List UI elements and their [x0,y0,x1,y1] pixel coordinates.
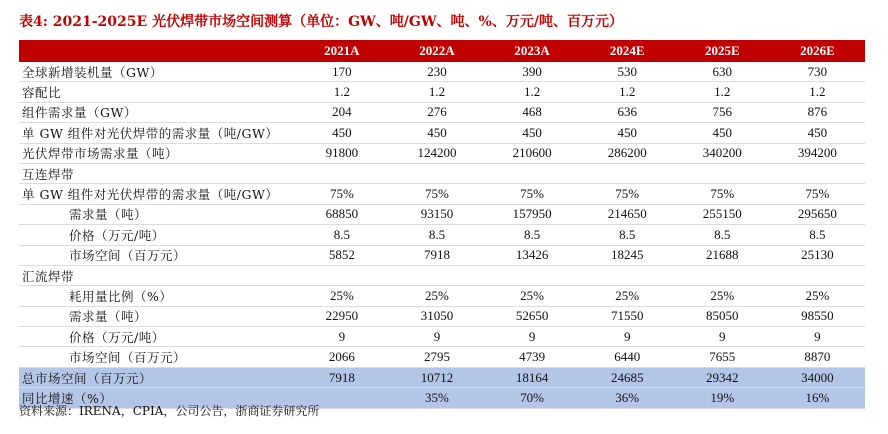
table-cell: 286200 [580,143,675,163]
table-cell: 8.5 [580,225,675,245]
header-cell: 2023A [485,40,580,62]
table-row [19,327,865,347]
table-cell: 7655 [675,347,770,367]
table-cell: 93150 [389,204,484,224]
row-label: 单 GW 组件对光伏焊带的需求量（吨/GW） [19,184,294,204]
table-cell: 75% [389,184,484,204]
table-cell: 4739 [485,347,580,367]
table-row [19,347,865,367]
row-label: 光伏焊带市场需求量（吨） [19,143,294,163]
table-cell [389,163,484,183]
table-row [19,123,865,143]
table-cell [485,265,580,285]
table-cell: 10712 [389,367,484,387]
row-label: 价格（万元/吨） [19,225,294,245]
header-cell: 2022A [389,40,484,62]
table-cell: 255150 [675,204,770,224]
row-label: 全球新增装机量（GW） [19,62,294,82]
table-row [19,82,865,102]
table-cell: 468 [485,102,580,122]
row-label: 同比增速（%） [19,388,294,408]
table-cell [770,163,865,183]
table-cell: 1.2 [580,82,675,102]
table-cell: 21688 [675,245,770,265]
table-cell: 9 [675,327,770,347]
table-cell: 2066 [294,347,389,367]
table-cell: 9 [770,327,865,347]
table-cell: 25130 [770,245,865,265]
table-cell: 34000 [770,367,865,387]
table-cell: 18164 [485,367,580,387]
table-cell: 8.5 [485,225,580,245]
row-label: 汇流焊带 [19,265,294,285]
table-cell: 8.5 [675,225,770,245]
table-cell: 75% [580,184,675,204]
table-cell: 8.5 [294,225,389,245]
table-cell: 29342 [675,367,770,387]
table-cell: 75% [294,184,389,204]
table-cell: 450 [770,123,865,143]
row-label: 耗用量比例（%） [19,286,294,306]
header-cell: 2025E [675,40,770,62]
table-cell: 91800 [294,143,389,163]
table-cell: 210600 [485,143,580,163]
table-cell: 390 [485,62,580,82]
table-cell [675,163,770,183]
source-note: 资料来源：IRENA，CPIA，公司公告，浙商证券研究所 [19,404,320,418]
header-cell: 2026E [770,40,865,62]
table-row [19,204,865,224]
row-label: 市场空间（百万元） [19,245,294,265]
table-cell: 340200 [675,143,770,163]
table-cell [294,163,389,183]
table-row [19,62,865,82]
table-cell: 9 [389,327,484,347]
market-size-table [19,40,865,409]
table-cell: 22950 [294,306,389,326]
table-cell: 450 [675,123,770,143]
table-cell: 1.2 [389,82,484,102]
table-cell: 25% [389,286,484,306]
row-label: 互连焊带 [19,163,294,183]
table-cell: 124200 [389,143,484,163]
table-cell: 25% [675,286,770,306]
table-row [19,143,865,163]
table-row [19,225,865,245]
table-cell: 1.2 [675,82,770,102]
table-cell: 7918 [294,367,389,387]
table-cell: 9 [294,327,389,347]
table-cell: 157950 [485,204,580,224]
table-cell: 214650 [580,204,675,224]
table-cell: 36% [580,388,675,408]
header-cell [19,40,294,62]
table-cell [485,163,580,183]
table-cell: 170 [294,62,389,82]
table-cell [389,265,484,285]
row-label: 容配比 [19,82,294,102]
table-cell: 7918 [389,245,484,265]
row-label: 需求量（吨） [19,306,294,326]
table-cell: 6440 [580,347,675,367]
table-row [19,265,865,285]
table-cell: 35% [389,388,484,408]
table-cell: 730 [770,62,865,82]
table-cell: 756 [675,102,770,122]
row-label: 组件需求量（GW） [19,102,294,122]
table-cell [580,265,675,285]
table-cell: 13426 [485,245,580,265]
table-cell: 1.2 [485,82,580,102]
table-row [19,102,865,122]
row-label: 单 GW 组件对光伏焊带的需求量（吨/GW） [19,123,294,143]
table-cell: 450 [485,123,580,143]
table-cell: 230 [389,62,484,82]
table-row [19,286,865,306]
table-cell: 1.2 [294,82,389,102]
header-cell: 2024E [580,40,675,62]
table-cell: 31050 [389,306,484,326]
table-cell: 18245 [580,245,675,265]
table-row [19,184,865,204]
table-cell: 876 [770,102,865,122]
table-cell: 394200 [770,143,865,163]
table-cell [580,163,675,183]
table-cell: 276 [389,102,484,122]
table-cell: 85050 [675,306,770,326]
table-cell: 24685 [580,367,675,387]
table-cell: 450 [294,123,389,143]
table-cell: 530 [580,62,675,82]
table-cell: 25% [770,286,865,306]
table-cell: 9 [580,327,675,347]
table-cell: 450 [580,123,675,143]
table-cell: 52650 [485,306,580,326]
table-title: 表4: 2021-2025E 光伏焊带市场空间测算（单位：GW、吨/GW、吨、%、万元/吨、百万元） [19,14,623,30]
table-cell: 9 [485,327,580,347]
table-cell: 204 [294,102,389,122]
table-cell: 8.5 [389,225,484,245]
table-cell: 295650 [770,204,865,224]
table-cell: 75% [485,184,580,204]
header-row [19,40,865,62]
table-cell: 636 [580,102,675,122]
table-cell: 450 [389,123,484,143]
table-cell: 25% [294,286,389,306]
table-cell [294,265,389,285]
table-cell: 5852 [294,245,389,265]
row-label: 价格（万元/吨） [19,327,294,347]
table-cell: 8870 [770,347,865,367]
table-row [19,306,865,326]
table-cell: 70% [485,388,580,408]
table-cell: 2795 [389,347,484,367]
table-cell [675,265,770,285]
table-cell: 75% [675,184,770,204]
table-cell: 630 [675,62,770,82]
table-cell: 98550 [770,306,865,326]
table-cell: 16% [770,388,865,408]
row-label: 总市场空间（百万元） [19,367,294,387]
table-cell: 25% [485,286,580,306]
table-cell: 8.5 [770,225,865,245]
row-label: 市场空间（百万元） [19,347,294,367]
header-cell: 2021A [294,40,389,62]
table-row [19,245,865,265]
table-row [19,163,865,183]
row-label: 需求量（吨） [19,204,294,224]
table-row [19,367,865,387]
table-cell: 71550 [580,306,675,326]
table-cell: 75% [770,184,865,204]
table-cell: 19% [675,388,770,408]
table-cell: 1.2 [770,82,865,102]
table-cell: 68850 [294,204,389,224]
table-cell [770,265,865,285]
table-cell: 25% [580,286,675,306]
